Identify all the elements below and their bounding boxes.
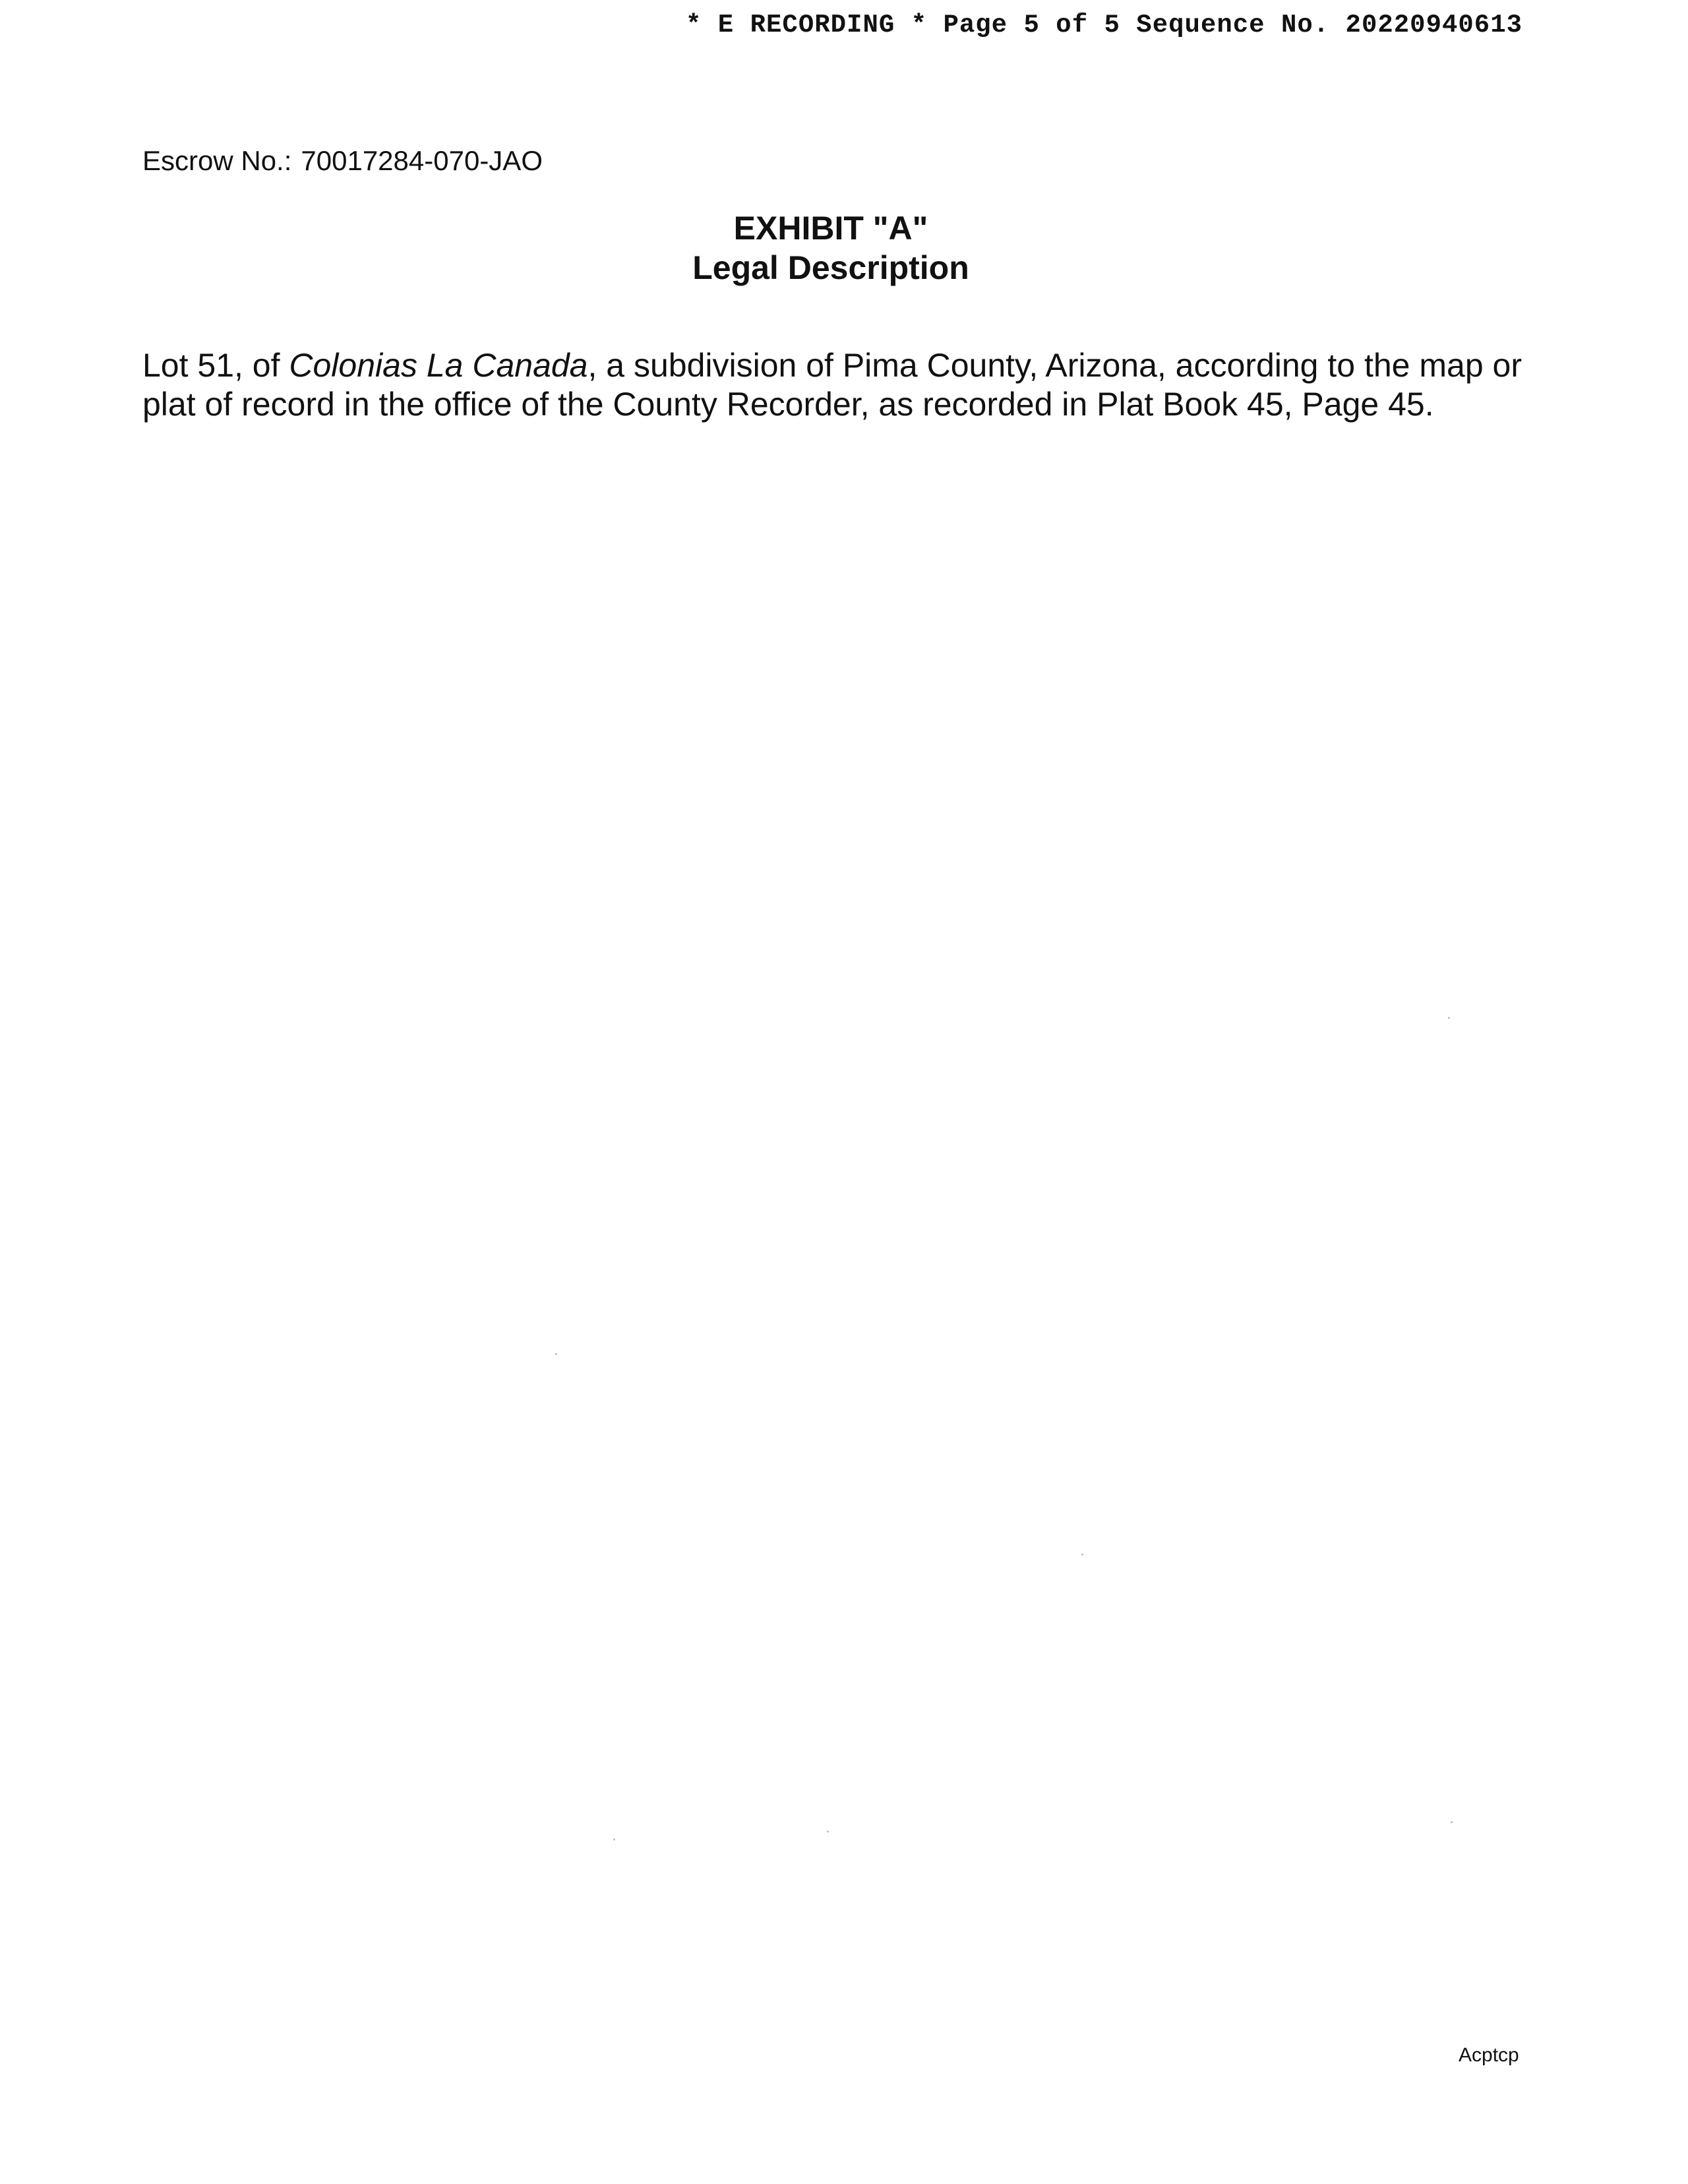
escrow-label: Escrow No.: (142, 145, 292, 176)
legal-text-part1: Lot 51, of (142, 347, 289, 384)
escrow-number-line (142, 145, 543, 177)
exhibit-title: EXHIBIT "A" (733, 210, 928, 247)
scan-speck (555, 1353, 557, 1355)
scan-speck (613, 1838, 615, 1840)
legal-text-part2: , a subdivision of Pima County, Arizona, according to the map or plat of record in the office of the County Recorder, as recorded in Plat Book 45, Page 45. (142, 347, 1522, 423)
scan-speck (827, 1831, 829, 1833)
footer-code: Acptcp (1459, 2044, 1519, 2066)
scan-speck (1448, 1017, 1450, 1019)
exhibit-subtitle: Legal Description (692, 249, 969, 286)
recording-stamp: * E RECORDING * Page 5 of 5 Sequence No. 20220940613 (686, 11, 1522, 40)
subdivision-name: Colonias La Canada (289, 347, 588, 384)
scan-speck (1451, 1821, 1453, 1823)
exhibit-heading (0, 208, 1688, 288)
scan-speck (1081, 1554, 1083, 1556)
escrow-number: 70017284-070-JAO (301, 145, 543, 176)
legal-description-paragraph (142, 346, 1580, 424)
